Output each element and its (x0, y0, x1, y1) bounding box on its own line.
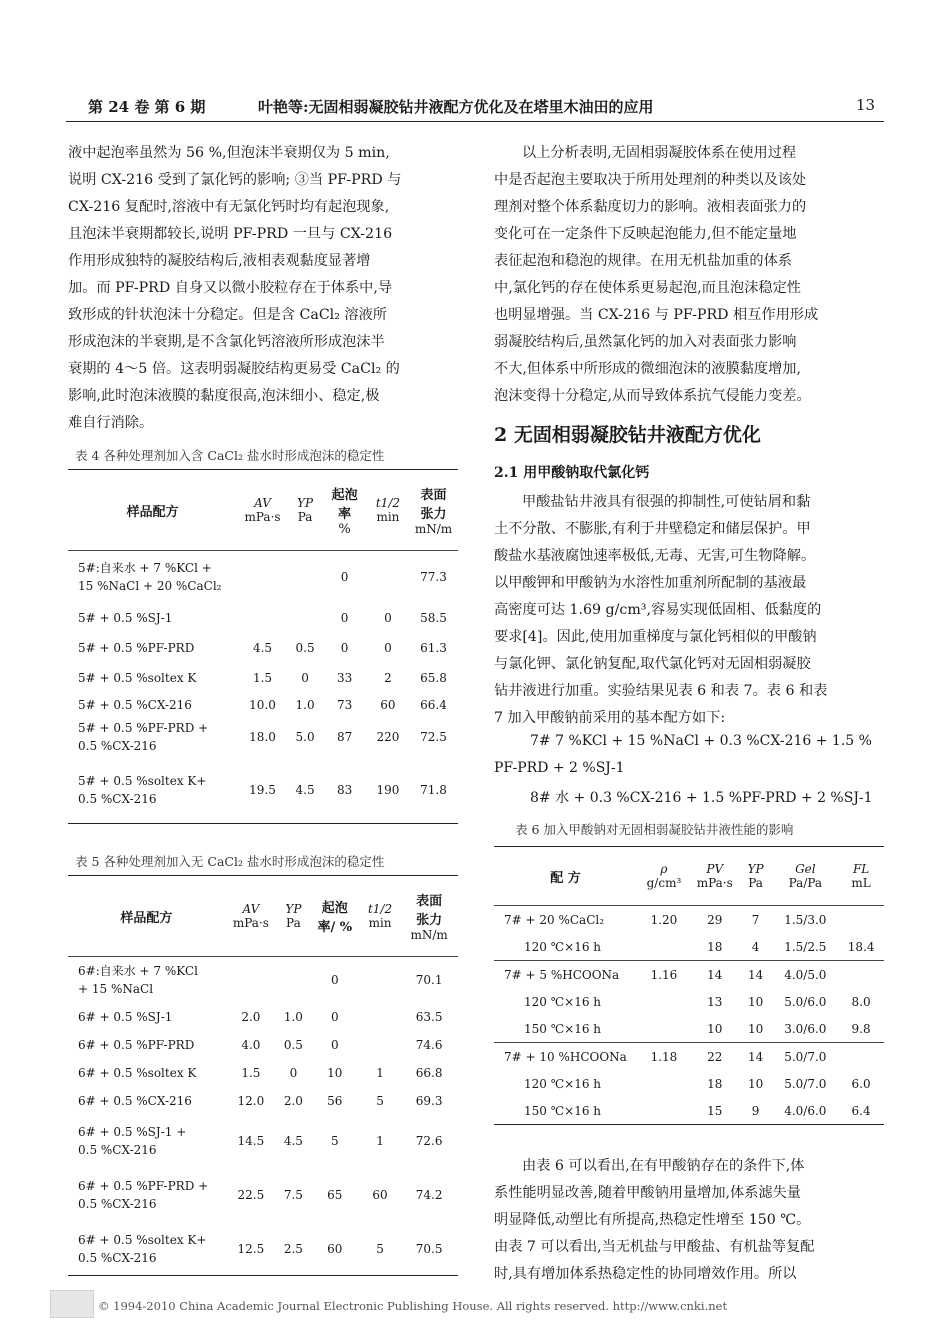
sample-line: 6# + 0.5 %PF-PRD (78, 1038, 195, 1052)
text-line: 衰期的 4～5 倍。这表明弱凝胶结构更易受 CaCl₂ 的 (68, 361, 400, 377)
formula-7-line1: 7# 7 %KCl + 15 %NaCl + 0.3 %CX-216 + 1.5 % (530, 733, 872, 749)
t-cell: 5 (360, 1223, 400, 1276)
table-row (494, 1043, 884, 1071)
table5-header-foam: 起泡 率/ % (310, 876, 360, 957)
sample-line: 0.5 %CX-216 (78, 1197, 157, 1211)
text-line: 由表 6 可以看出,在有甲酸钠存在的条件下,体 (522, 1158, 805, 1174)
foam-cell: 10 (327, 1066, 343, 1080)
t-cell (360, 1003, 400, 1031)
fl-cell: 6.4 (838, 1097, 884, 1125)
pv-cell: 13 (707, 994, 723, 1009)
table5-caption: 表 5 各种处理剂加入无 CaCl₂ 盐水时形成泡沫的稳定性 (75, 854, 385, 869)
yp-cell: 10 (739, 1015, 773, 1043)
table-row (68, 1087, 458, 1115)
yp-cell: 5.0 (295, 730, 315, 744)
yp-cell: 0 (289, 1066, 298, 1080)
gel-cell: 1.5/2.5 (772, 933, 838, 961)
av-cell: 12.5 (225, 1223, 277, 1276)
table5-header-sample: 样品配方 (68, 876, 225, 957)
gel-cell: 1.5/3.0 (784, 912, 827, 927)
foam-cell: 0 (330, 1038, 339, 1052)
pv-cell: 18 (691, 933, 739, 961)
yp-cell: 1.0 (295, 698, 315, 712)
fl-cell: 8.0 (851, 994, 871, 1009)
av-cell: 2.0 (241, 1010, 261, 1024)
table-row (68, 957, 458, 1004)
yp-cell: 2.0 (283, 1094, 303, 1108)
st-cell: 74.6 (415, 1038, 443, 1052)
sample-line: 6# + 0.5 %PF-PRD + (78, 1179, 209, 1193)
text-line: 系性能明显改善,随着甲酸钠用量增加,体系滤失量 (494, 1185, 801, 1201)
st-cell: 70.1 (415, 973, 443, 987)
text-line: 甲酸盐钻井液具有很强的抑制性,可使钻屑和黏 (522, 494, 811, 510)
text-line: 7 加入甲酸钠前采用的基本配方如下: (494, 710, 726, 726)
text-line: CX-216 复配时,溶液中有无氯化钙时均有起泡现象, (68, 199, 390, 215)
table4 (68, 469, 458, 824)
av-cell: 14.5 (237, 1134, 265, 1148)
pv-cell: 22 (707, 1049, 723, 1064)
rho-cell (637, 1015, 691, 1043)
gel-cell: 5.0/6.0 (784, 994, 827, 1009)
sample-line: 0.5 %CX-216 (78, 1143, 157, 1157)
yp-cell (288, 551, 322, 604)
text-line: 难自行消除。 (68, 415, 154, 431)
table6-caption: 表 6 加入甲酸钠对无固相弱凝胶钻井液性能的影响 (515, 822, 794, 837)
sample-cell (68, 663, 237, 693)
yp-cell: 14 (747, 967, 764, 982)
table4-header-foam: 起泡 率 % (322, 470, 367, 551)
right-paragraph (494, 140, 884, 410)
fl-cell: 18.4 (838, 933, 884, 961)
sample-line: 5# + 0.5 %soltex K+ (78, 774, 207, 788)
foam-cell: 0 (330, 1010, 339, 1024)
sample-cell (68, 1031, 225, 1059)
yp-cell (277, 957, 310, 1004)
sample-cell (68, 1003, 225, 1031)
table-row (68, 1031, 458, 1059)
t-cell: 1 (376, 1066, 384, 1080)
table4-header-t: t1/2 min (367, 470, 409, 551)
foam-cell: 87 (336, 730, 353, 744)
st-cell: 72.6 (415, 1134, 443, 1148)
table6-header-formula: 配 方 (494, 847, 637, 906)
sample-cell (68, 1223, 225, 1276)
table-row (494, 906, 884, 934)
sample-cell (68, 603, 237, 633)
yp-cell: 4.5 (283, 1134, 303, 1148)
gel-cell: 4.0/5.0 (784, 967, 827, 982)
table-row (494, 1070, 884, 1097)
table5-header-st: 表面 张力 mN/m (400, 876, 458, 957)
t-cell: 60 (372, 1188, 388, 1202)
sample-line: 6# + 0.5 %soltex K (78, 1066, 197, 1080)
sample-cell (68, 757, 237, 824)
fl-cell: 6.0 (851, 1076, 871, 1091)
copyright-footer: © 1994-2010 China Academic Journal Electronic Publishing House. All rights reserved. http://www.cnki.net (98, 1299, 728, 1313)
foam-cell: 0 (340, 641, 349, 655)
t-cell: 1 (376, 1134, 384, 1148)
t-cell: 0 (384, 611, 392, 625)
table-row (68, 1167, 458, 1223)
foam-cell: 0 (340, 570, 349, 584)
fl-cell: 9.8 (838, 1015, 884, 1043)
cnki-logo-icon (50, 1290, 94, 1318)
journal-issue: 第 24 卷 第 6 期 (88, 98, 206, 116)
table-row (68, 1115, 458, 1167)
section-2-1-heading: 2.1 用甲酸钠取代氯化钙 (494, 465, 650, 481)
section-2-heading: 2 无固相弱凝胶钻井液配方优化 (494, 424, 761, 446)
sample-line: 0.5 %CX-216 (78, 1251, 157, 1265)
table-row (68, 693, 458, 717)
av-cell (225, 957, 277, 1004)
fl-cell (838, 961, 884, 989)
sample-line: 5# + 0.5 %PF-PRD (78, 641, 195, 655)
t-cell (360, 1031, 400, 1059)
t-cell: 220 (376, 730, 400, 744)
sample-line: + 15 %NaCl (78, 982, 154, 996)
text-line: 变化可在一定条件下反映起泡能力,但不能定量地 (494, 226, 797, 242)
table-row (68, 663, 458, 693)
av-cell: 4.0 (241, 1038, 261, 1052)
sample-line: 5# + 0.5 %PF-PRD + (78, 721, 209, 735)
av-cell: 10.0 (249, 698, 276, 712)
foam-cell: 73 (336, 698, 353, 712)
table6-header-gel: Gel Pa/Pa (772, 847, 838, 906)
av-cell (237, 551, 288, 604)
table-row (68, 633, 458, 663)
sample-cell (68, 551, 237, 604)
table5-header-yp: YP Pa (277, 876, 310, 957)
rho-cell (637, 933, 691, 961)
text-line: 中,氯化钙的存在使体系更易起泡,而且泡沫稳定性 (494, 280, 801, 296)
formula-cell: 7# + 5 %HCOONa (504, 967, 620, 982)
foam-cell: 56 (327, 1094, 343, 1108)
sample-line: 6# + 0.5 %SJ-1 (78, 1010, 173, 1024)
text-line: 弱凝胶结构后,虽然氯化钙的加入对表面张力影响 (494, 334, 797, 350)
sample-line: 0.5 %CX-216 (78, 792, 157, 806)
yp-cell: 0.5 (295, 641, 315, 655)
table5 (68, 875, 458, 1276)
yp-cell: 7 (751, 912, 760, 927)
table4-header-st: 表面 张力 mN/m (409, 470, 458, 551)
table6-header-fl: FL mL (838, 847, 884, 906)
left-paragraph (68, 140, 460, 437)
table6-header-rho: ρ g/cm³ (637, 847, 691, 906)
sample-cell (68, 1059, 225, 1087)
st-cell: 58.5 (420, 611, 447, 625)
sample-line: 5#:自来水 + 7 %KCl + (78, 561, 212, 575)
text-line: 且泡沫半衰期都较长,说明 PF-PRD 一旦与 CX-216 (68, 226, 393, 242)
sample-line: 6# + 0.5 %CX-216 (78, 1094, 192, 1108)
table-row (494, 988, 884, 1015)
rho-cell: 1.18 (650, 1049, 678, 1064)
st-cell: 66.4 (420, 698, 447, 712)
t-cell: 2 (384, 671, 392, 685)
table-row (68, 1059, 458, 1087)
st-cell: 77.3 (420, 570, 447, 584)
yp-cell: 7.5 (283, 1188, 303, 1202)
right-paragraph-3 (494, 1153, 884, 1288)
foam-cell: 33 (336, 671, 353, 685)
t-cell: 5 (376, 1094, 384, 1108)
gel-cell: 4.0/6.0 (772, 1097, 838, 1125)
formula-cell: 120 ℃×16 h (494, 933, 637, 961)
gel-cell: 3.0/6.0 (772, 1015, 838, 1043)
pv-cell: 15 (691, 1097, 739, 1125)
table-row (494, 1015, 884, 1043)
yp-cell: 0 (301, 671, 309, 685)
page-number: 13 (856, 96, 876, 114)
sample-cell (68, 957, 225, 1004)
av-cell: 1.5 (241, 1066, 261, 1080)
text-line: 时,具有增加体系热稳定性的协同增效作用。所以 (494, 1266, 797, 1282)
yp-cell: 4 (739, 933, 773, 961)
sample-line: 6#:自来水 + 7 %KCl (78, 964, 198, 978)
t-cell (367, 551, 409, 604)
gel-cell: 5.0/7.0 (784, 1076, 827, 1091)
table-row (494, 933, 884, 961)
t-cell: 60 (380, 698, 396, 712)
text-line: 形成泡沫的半衰期,是不含氯化钙溶液所形成泡沫半 (68, 334, 385, 350)
text-line: 高密度可达 1.69 g/cm³,容易实现低固相、低黏度的 (494, 602, 822, 618)
st-cell: 72.5 (420, 730, 447, 744)
yp-cell: 10 (747, 1076, 764, 1091)
av-cell: 12.0 (237, 1094, 265, 1108)
gel-cell: 5.0/7.0 (784, 1049, 827, 1064)
table-row (68, 551, 458, 604)
text-line: 明显降低,动塑比有所提高,热稳定性增至 150 ℃。 (494, 1212, 811, 1228)
st-cell: 66.8 (415, 1066, 443, 1080)
table-row (68, 1003, 458, 1031)
table-row (494, 961, 884, 989)
av-cell: 22.5 (237, 1188, 265, 1202)
text-line: 也明显增强。当 CX-216 与 PF-PRD 相互作用形成 (494, 307, 819, 323)
sample-cell (68, 717, 237, 757)
table4-caption: 表 4 各种处理剂加入含 CaCl₂ 盐水时形成泡沫的稳定性 (75, 448, 385, 463)
t-cell (360, 957, 400, 1004)
fl-cell (838, 1043, 884, 1071)
text-line: 以上分析表明,无固相弱凝胶体系在使用过程 (522, 145, 797, 161)
foam-cell: 83 (322, 757, 367, 824)
av-cell: 1.5 (252, 671, 273, 685)
t-cell: 0 (384, 641, 392, 655)
formula-cell: 120 ℃×16 h (524, 1076, 602, 1091)
yp-cell: 4.5 (288, 757, 322, 824)
sample-cell (68, 693, 237, 717)
formula-cell: 7# + 10 %HCOONa (504, 1049, 627, 1064)
formula-8: 8# 水 + 0.3 %CX-216 + 1.5 %PF-PRD + 2 %SJ-1 (530, 790, 873, 806)
st-cell: 70.5 (400, 1223, 458, 1276)
formula-cell: 120 ℃×16 h (524, 994, 602, 1009)
yp-cell: 10 (747, 994, 764, 1009)
text-line: 不大,但体系中所形成的微细泡沫的液膜黏度增加, (494, 361, 801, 377)
table-row (68, 1223, 458, 1276)
sample-line: 5# + 0.5 %SJ-1 (78, 611, 173, 625)
pv-cell: 14 (707, 967, 723, 982)
sample-cell (68, 633, 237, 663)
text-line: 要求[4]。因此,使用加重梯度与氯化钙相似的甲酸钠 (494, 629, 817, 645)
text-line: 酸盐水基液腐蚀速率极低,无毒、无害,可生物降解。 (494, 548, 816, 564)
sample-line: 6# + 0.5 %SJ-1 + (78, 1125, 187, 1139)
st-cell: 65.8 (420, 671, 447, 685)
text-line: 中是否起泡主要取决于所用处理剂的种类以及该处 (494, 172, 807, 188)
t-cell: 190 (367, 757, 409, 824)
text-line: 致形成的针状泡沫十分稳定。但是含 CaCl₂ 溶液所 (68, 307, 387, 323)
st-cell: 63.5 (415, 1010, 443, 1024)
table6-header-pv: PV mPa·s (691, 847, 739, 906)
text-line: 与氯化钾、氯化钠复配,取代氯化钙对无固相弱凝胶 (494, 656, 811, 672)
rho-cell (637, 988, 691, 1015)
pv-cell: 18 (707, 1076, 723, 1091)
rho-cell: 1.16 (650, 967, 678, 982)
foam-cell: 5 (330, 1134, 339, 1148)
table-row (68, 757, 458, 824)
formula-7-line2: PF-PRD + 2 %SJ-1 (494, 760, 625, 776)
table-row (68, 603, 458, 633)
formula-cell: 7# + 20 %CaCl₂ (504, 912, 605, 927)
sample-cell (68, 1087, 225, 1115)
yp-cell: 1.0 (283, 1010, 303, 1024)
sample-line: 0.5 %CX-216 (78, 739, 157, 753)
sample-line: 15 %NaCl + 20 %CaCl₂ (78, 579, 222, 593)
rho-cell (637, 1097, 691, 1125)
right-paragraph-2 (494, 489, 884, 732)
table6-header-yp: YP Pa (739, 847, 773, 906)
foam-cell: 65 (327, 1188, 343, 1202)
av-cell: 4.5 (252, 641, 273, 655)
table5-header-t: t1/2 min (360, 876, 400, 957)
table4-header-yp: YP Pa (288, 470, 322, 551)
fl-cell (838, 906, 884, 934)
header-rule (66, 121, 884, 122)
table-row (68, 717, 458, 757)
yp-cell: 0.5 (283, 1038, 303, 1052)
av-cell: 19.5 (237, 757, 288, 824)
table4-header-av: AV mPa·s (237, 470, 288, 551)
rho-cell (637, 1070, 691, 1097)
av-cell: 18.0 (249, 730, 276, 744)
table6 (494, 846, 884, 1125)
table-row (494, 1097, 884, 1125)
text-line: 加。而 PF-PRD 自身又以微小胶粒存在于体系中,导 (68, 280, 393, 296)
text-line: 土不分散、不膨胀,有利于井壁稳定和储层保护。甲 (494, 521, 811, 537)
sample-cell (68, 1115, 225, 1167)
av-cell (237, 603, 288, 633)
pv-cell: 10 (691, 1015, 739, 1043)
foam-cell: 60 (310, 1223, 360, 1276)
text-line: 影响,此时泡沫液膜的黏度很高,泡沫细小、稳定,极 (68, 388, 380, 404)
text-line: 钻井液进行加重。实验结果见表 6 和表 7。表 6 和表 (494, 683, 828, 699)
rho-cell: 1.20 (650, 912, 678, 927)
yp-cell: 2.5 (277, 1223, 310, 1276)
yp-cell: 14 (747, 1049, 764, 1064)
text-line: 理剂对整个体系黏度切力的影响。液相表面张力的 (494, 199, 807, 215)
text-line: 以甲酸钾和甲酸钠为水溶性加重剂所配制的基液最 (494, 575, 807, 591)
text-line: 说明 CX-216 受到了氯化钙的影响; ③当 PF-PRD 与 (68, 172, 402, 188)
formula-cell: 150 ℃×16 h (494, 1015, 637, 1043)
text-line: 表征起泡和稳泡的规律。在用无机盐加重的体系 (494, 253, 792, 269)
sample-line: 6# + 0.5 %soltex K+ (78, 1233, 207, 1247)
text-line: 泡沫变得十分稳定,从而导致体系抗气侵能力变差。 (494, 388, 811, 404)
table5-header-av: AV mPa·s (225, 876, 277, 957)
running-title: 叶艳等:无固相弱凝胶钻井液配方优化及在塔里木油田的应用 (258, 98, 654, 116)
foam-cell: 0 (330, 973, 339, 987)
pv-cell: 29 (707, 912, 723, 927)
text-line: 液中起泡率虽然为 56 %,但泡沫半衰期仅为 5 min, (68, 145, 390, 161)
formula-cell: 150 ℃×16 h (494, 1097, 637, 1125)
sample-line: 5# + 0.5 %soltex K (78, 671, 197, 685)
foam-cell: 0 (340, 611, 349, 625)
st-cell: 71.8 (409, 757, 458, 824)
table4-header-sample: 样品配方 (68, 470, 237, 551)
text-line: 由表 7 可以看出,当无机盐与甲酸盐、有机盐等复配 (494, 1239, 815, 1255)
text-line: 作用形成独特的凝胶结构后,液相表观黏度显著增 (68, 253, 371, 269)
yp-cell: 9 (739, 1097, 773, 1125)
sample-cell (68, 1167, 225, 1223)
st-cell: 61.3 (420, 641, 447, 655)
st-cell: 69.3 (415, 1094, 443, 1108)
sample-line: 5# + 0.5 %CX-216 (78, 698, 192, 712)
st-cell: 74.2 (415, 1188, 443, 1202)
yp-cell (288, 603, 322, 633)
